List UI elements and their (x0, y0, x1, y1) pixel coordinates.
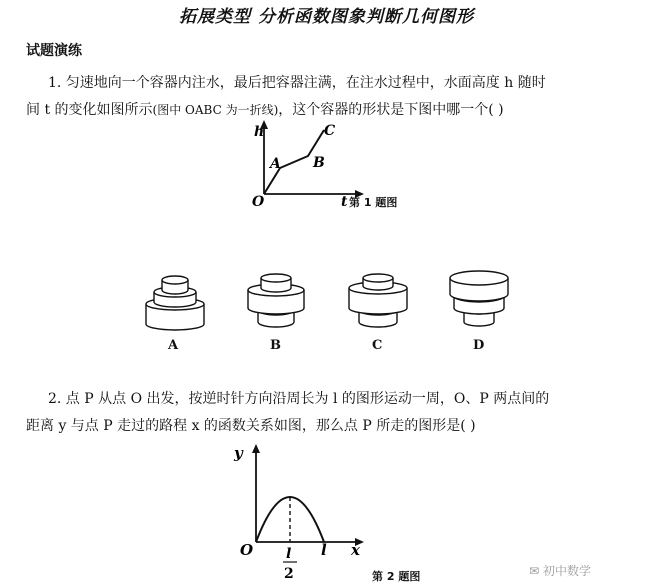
q1-text-line2a: 间 t 的变化如图所示 (26, 102, 153, 118)
option-c-label: C (372, 338, 383, 353)
q2-y-arrow (252, 444, 260, 453)
q2-caption: 第 2 题图 (372, 570, 421, 583)
option-a-container (140, 270, 210, 332)
option-a-label: A (168, 338, 179, 353)
q2-l-label: l (321, 541, 327, 559)
q1-t-label: t (341, 194, 348, 210)
q1-text-line1: 1. 匀速地向一个容器内注水，最后把容器注满，在注水过程中，水面高度 h 随时 (48, 75, 546, 91)
q2-half-l-denominator: 2 (284, 566, 294, 582)
option-b-container (241, 270, 311, 332)
option-d-container (444, 268, 514, 332)
page-title: 拓展类型 分析函数图象判断几何图形 (179, 7, 474, 27)
q2-text-line1: 2. 点 P 从点 O 出发，按逆时针方向沿周长为 l 的图形运动一周，O、P 两点间的 (48, 391, 550, 407)
q1-point-A: A (270, 156, 281, 172)
q1-text-line2 (26, 99, 504, 119)
wechat-icon: ✉ (529, 564, 543, 578)
q1-origin-label: O (252, 194, 265, 210)
section-heading: 试题演练 (26, 43, 82, 59)
q2-y-label: y (234, 444, 243, 462)
q1-caption: 第 1 题图 (349, 196, 398, 209)
q2-text-line2: 距离 y 与点 P 走过的路程 x 的函数关系如图，那么点 P 所走的图形是( ) (26, 418, 476, 434)
q1-text-line2b: ，这个容器的形状是下图中哪一个( ) (278, 102, 504, 118)
option-b-label: B (270, 338, 281, 353)
q2-graph (226, 438, 386, 583)
watermark-text: 初中数学 (542, 564, 591, 578)
q1-point-B: B (313, 155, 325, 171)
q1-h-label: h (254, 124, 265, 140)
q1-note: (图中 OABC 为一折线) (152, 103, 279, 117)
option-c-container (343, 270, 413, 332)
q1-point-C: C (324, 123, 336, 139)
q2-origin-label: O (240, 541, 254, 559)
watermark (529, 562, 591, 579)
q2-x-label: x (351, 541, 360, 559)
q2-half-l-numerator: l (286, 546, 292, 562)
option-d-label: D (473, 338, 485, 353)
